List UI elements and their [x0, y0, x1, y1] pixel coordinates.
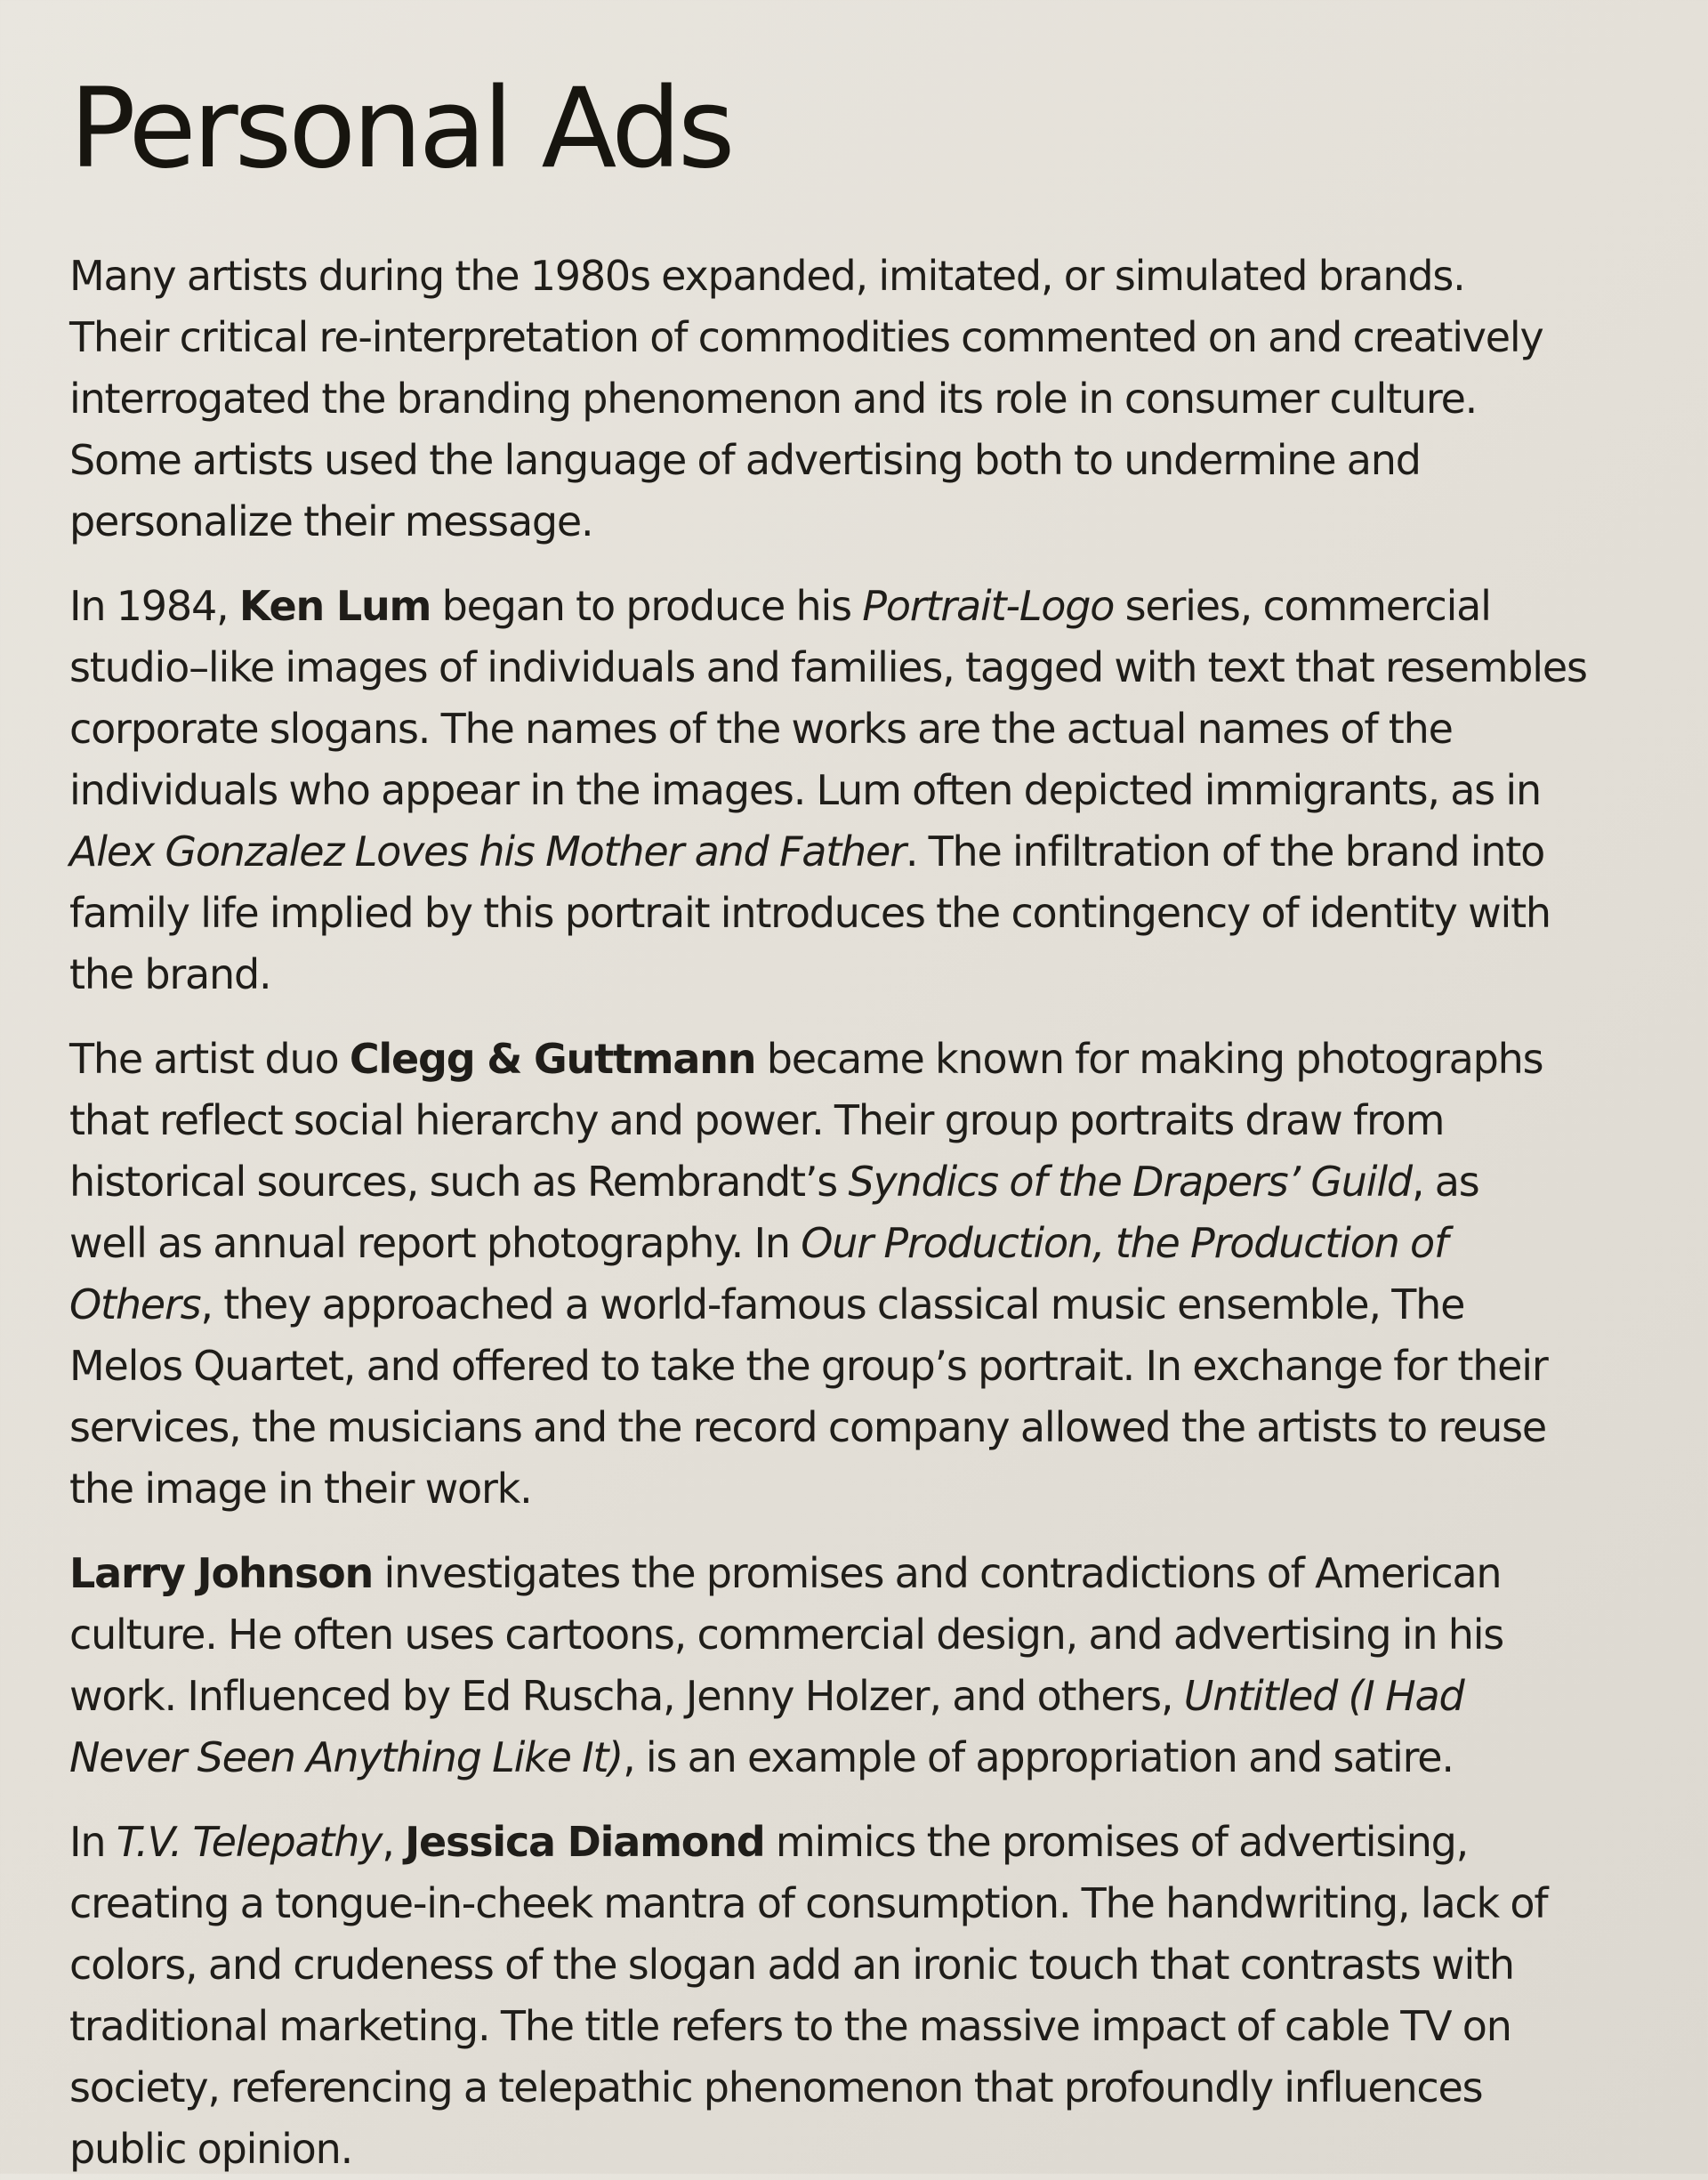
text-line	[69, 1604, 1655, 1666]
text-line	[69, 1996, 1655, 2057]
work-title: Untitled (I Had	[1183, 1672, 1464, 1720]
text-run: traditional marketing. The title refers to the massive impact of cable TV on	[69, 2002, 1511, 2050]
text-run: series, commercial	[1114, 582, 1491, 630]
text-line	[69, 637, 1655, 698]
text-run: public opinion.	[69, 2125, 353, 2173]
text-line	[69, 1873, 1655, 1934]
text-run: Their critical re-interpretation of commodities commented on and creatively	[69, 313, 1543, 361]
work-title: Syndics of the Drapers’ Guild	[848, 1158, 1412, 1206]
text-line	[69, 1029, 1655, 1090]
text-run: In	[69, 1818, 117, 1866]
text-line	[69, 760, 1655, 821]
paragraph-2	[69, 576, 1655, 1005]
text-line	[69, 1274, 1655, 1336]
body-text	[69, 246, 1655, 2180]
artist-name: Jessica Diamond	[405, 1818, 765, 1866]
work-title: Portrait-Logo	[862, 582, 1115, 630]
text-run: services, the musicians and the record company allowed the artists to reuse	[69, 1403, 1546, 1451]
text-line	[69, 2119, 1655, 2180]
text-line	[69, 1151, 1655, 1213]
text-line	[69, 491, 1655, 553]
text-line	[69, 1727, 1655, 1788]
text-run: society, referencing a telepathic phenomenon that profoundly influences	[69, 2063, 1483, 2111]
text-run: became known for making photographs	[755, 1035, 1543, 1083]
text-run: the brand.	[69, 950, 271, 998]
text-run: individuals who appear in the images. Lum often depicted immigrants, as in	[69, 766, 1541, 814]
text-line	[69, 1336, 1655, 1397]
text-line	[69, 1934, 1655, 1996]
text-line	[69, 1666, 1655, 1727]
text-line	[69, 1458, 1655, 1520]
text-run: . The infiltration of the brand into	[905, 828, 1545, 876]
text-run: , as	[1411, 1158, 1479, 1206]
text-run: that reflect social hierarchy and power. Their group portraits draw from	[69, 1096, 1445, 1144]
text-run: investigates the promises and contradictions of American	[373, 1549, 1502, 1597]
text-run: well as annual report photography. In	[69, 1219, 802, 1267]
artist-name: Larry Johnson	[69, 1549, 374, 1597]
work-title: Our Production, the Production of	[801, 1219, 1447, 1267]
text-run: mimics the promises of advertising,	[764, 1818, 1469, 1866]
text-run: The artist duo	[69, 1035, 350, 1083]
text-line	[69, 1812, 1655, 1873]
text-run: Many artists during the 1980s expanded, imitated, or simulated brands.	[69, 252, 1465, 300]
text-line	[69, 821, 1655, 883]
text-line	[69, 576, 1655, 637]
work-title: Alex Gonzalez Loves his Mother and Father	[69, 828, 906, 876]
text-line	[69, 1397, 1655, 1458]
text-run: began to produce his	[431, 582, 863, 630]
paragraph-4	[69, 1543, 1655, 1788]
text-line	[69, 246, 1655, 307]
text-run: work. Influenced by Ed Ruscha, Jenny Holzer, and others,	[69, 1672, 1184, 1720]
text-line	[69, 883, 1655, 944]
artist-name: Clegg & Guttmann	[349, 1035, 756, 1083]
text-run: interrogated the branding phenomenon and its role in consumer culture.	[69, 375, 1478, 423]
text-run: , they approached a world-famous classical music ensemble, The	[200, 1280, 1465, 1328]
text-line	[69, 698, 1655, 760]
text-line	[69, 1090, 1655, 1151]
text-line	[69, 2057, 1655, 2119]
paragraph-3	[69, 1029, 1655, 1520]
text-line	[69, 368, 1655, 430]
text-line	[69, 430, 1655, 491]
paragraph-1	[69, 246, 1655, 553]
text-run: colors, and crudeness of the slogan add an ironic touch that contrasts with	[69, 1941, 1514, 1989]
text-line	[69, 1543, 1655, 1604]
work-title: Others	[69, 1280, 201, 1328]
text-run: Melos Quartet, and offered to take the group’s portrait. In exchange for their	[69, 1342, 1548, 1390]
text-run: creating a tongue-in-cheek mantra of consumption. The handwriting, lack of	[69, 1879, 1548, 1927]
text-run: family life implied by this portrait introduces the contingency of identity with	[69, 889, 1551, 937]
text-run: historical sources, such as Rembrandt’s	[69, 1158, 849, 1206]
text-run: corporate slogans. The names of the works are the actual names of the	[69, 705, 1453, 753]
text-line	[69, 307, 1655, 368]
text-run: the image in their work.	[69, 1465, 532, 1513]
text-run: In 1984,	[69, 582, 239, 630]
text-run: , is an example of appropriation and satire.	[623, 1733, 1454, 1781]
work-title: Never Seen Anything Like It)	[69, 1733, 624, 1781]
text-run: Some artists used the language of advertising both to undermine and	[69, 436, 1421, 484]
text-run: personalize their message.	[69, 497, 593, 545]
text-run: studio–like images of individuals and families, tagged with text that resembles	[69, 643, 1587, 691]
page-title: Personal Ads	[69, 65, 732, 193]
text-line	[69, 1213, 1655, 1274]
text-run: ,	[382, 1818, 406, 1866]
artist-name: Ken Lum	[238, 582, 431, 630]
text-line	[69, 944, 1655, 1005]
paragraph-5	[69, 1812, 1655, 2180]
work-title: T.V. Telepathy	[116, 1818, 383, 1866]
text-run: culture. He often uses cartoons, commercial design, and advertising in his	[69, 1611, 1504, 1659]
